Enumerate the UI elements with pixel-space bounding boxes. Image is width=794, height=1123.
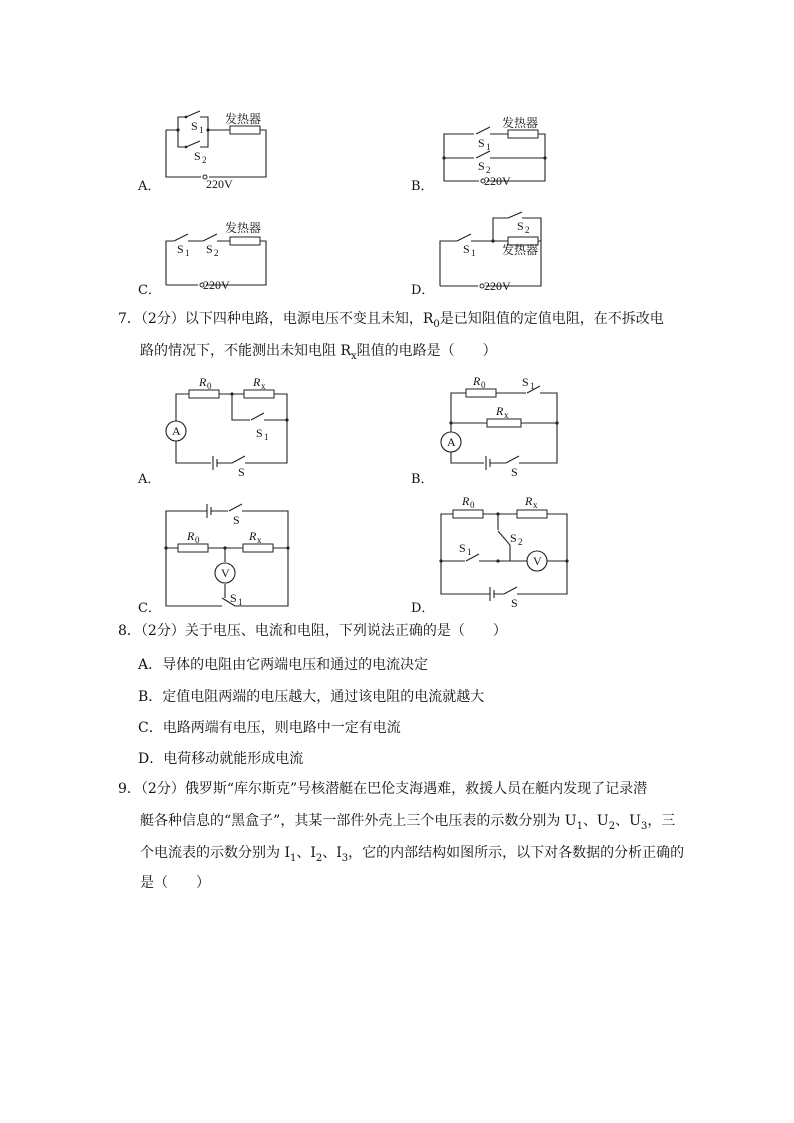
question-8-option-b: B．定值电阻两端的电压越大，通过该电阻的电流就越大: [138, 689, 485, 705]
svg-text:S: S: [517, 219, 524, 233]
svg-text:R: R: [462, 494, 470, 508]
heater-label: 发热器: [225, 112, 262, 126]
svg-text:R: R: [496, 404, 504, 418]
question-8-option-a: A．导体的电阻由它两端电压和通过的电流决定: [138, 657, 429, 673]
svg-text:V: V: [533, 554, 542, 568]
svg-text:S: S: [194, 149, 201, 163]
question-9-line3: 个电流表的示数分别为 $I_1$、$I_2$、$I_3$，它的内部结构如图所示，以下对各数据的分析正确的: [140, 845, 685, 864]
svg-text:S: S: [238, 465, 245, 479]
svg-text:S: S: [522, 375, 529, 389]
circuit-7c: [164, 504, 289, 607]
svg-text:x: x: [504, 410, 509, 420]
svg-text:1: 1: [467, 547, 472, 557]
switch-label: S: [191, 119, 198, 133]
circuit-7b: [441, 374, 559, 479]
question-7-stem: 7．（2分）以下四种电路，电源电压不变且未知，$R_0$是已知阻值的定值电阻，在不拆改电: [118, 311, 664, 330]
option-6a-label: A．: [138, 179, 161, 194]
svg-text:R: R: [253, 375, 261, 389]
svg-text:220V: 220V: [484, 279, 511, 293]
svg-text:S: S: [206, 242, 213, 256]
question-9-line4: 是（ ）: [140, 875, 210, 891]
option-6b-label: B．: [411, 179, 434, 194]
option-6d-label: D．: [411, 283, 435, 298]
ammeter-label: A: [172, 424, 181, 438]
option-7b-label: B．: [411, 472, 434, 487]
svg-text:220V: 220V: [484, 174, 511, 188]
circuit-6c: [166, 220, 266, 292]
svg-text:R: R: [473, 374, 481, 388]
option-7a-label: A．: [138, 472, 161, 487]
svg-text:2: 2: [525, 225, 530, 235]
circuit-6b: [442, 115, 546, 188]
svg-text:S: S: [478, 159, 485, 173]
svg-text:0: 0: [195, 535, 200, 545]
question-7-stem-line2: 路的情况下，不能测出未知电阻 $R_x$阻值的电路是（ ）: [140, 343, 497, 362]
question-8-stem: 8．（2分）关于电压、电流和电阻，下列说法正确的是（ ）: [118, 623, 507, 639]
svg-text:x: x: [261, 381, 266, 391]
svg-text:1: 1: [238, 597, 243, 607]
svg-text:S: S: [510, 531, 517, 545]
option-7d-label: D．: [411, 601, 435, 616]
svg-text:R: R: [525, 494, 533, 508]
svg-text:S: S: [459, 541, 466, 555]
question-9-line1: 9．（2分）俄罗斯“库尔斯克”号核潜艇在巴伦支海遇难，救援人员在艇内发现了记录潜: [118, 781, 648, 797]
svg-text:0: 0: [470, 500, 475, 510]
svg-text:1: 1: [530, 381, 535, 391]
svg-text:1: 1: [199, 125, 204, 135]
circuit-7d: [439, 494, 568, 610]
question-8-option-c: C．电路两端有电压，则电路中一定有电流: [138, 720, 401, 736]
svg-text:发热器: 发热器: [225, 221, 262, 235]
option-6c-label: C．: [138, 283, 161, 298]
svg-text:S: S: [463, 242, 470, 256]
svg-text:2: 2: [202, 155, 207, 165]
svg-text:1: 1: [264, 432, 269, 442]
svg-text:2: 2: [518, 537, 523, 547]
svg-text:S: S: [478, 136, 485, 150]
voltage-label: 220V: [206, 177, 233, 191]
svg-text:0: 0: [207, 381, 212, 391]
circuit-7a: [166, 375, 289, 479]
svg-text:x: x: [257, 535, 262, 545]
svg-text:S: S: [511, 596, 518, 610]
svg-text:R: R: [187, 529, 195, 543]
svg-text:S: S: [511, 465, 518, 479]
svg-text:2: 2: [214, 248, 219, 258]
svg-text:2: 2: [486, 165, 491, 175]
circuit-6d: [440, 212, 541, 293]
question-8-option-d: D．电荷移动就能形成电流: [138, 751, 304, 767]
svg-text:R: R: [249, 529, 257, 543]
svg-text:发热器: 发热器: [502, 243, 539, 257]
svg-text:A: A: [447, 435, 456, 449]
circuit-6a: [166, 111, 266, 191]
svg-text:220V: 220V: [203, 278, 230, 292]
svg-text:发热器: 发热器: [502, 116, 539, 130]
question-9-line2: 艇各种信息的“黑盒子”，其某一部件外壳上三个电压表的示数分别为 $U_1$、$U_2$、$U_3$，三: [140, 813, 676, 832]
svg-text:1: 1: [486, 142, 491, 152]
svg-text:0: 0: [481, 380, 486, 390]
option-7c-label: C．: [138, 601, 161, 616]
svg-text:S: S: [177, 242, 184, 256]
svg-text:S: S: [230, 591, 237, 605]
voltmeter-label: V: [221, 566, 230, 580]
svg-text:R: R: [199, 375, 207, 389]
svg-text:x: x: [533, 500, 538, 510]
svg-text:S: S: [256, 426, 263, 440]
svg-text:S: S: [233, 513, 240, 527]
svg-text:1: 1: [185, 248, 190, 258]
svg-text:1: 1: [471, 248, 476, 258]
